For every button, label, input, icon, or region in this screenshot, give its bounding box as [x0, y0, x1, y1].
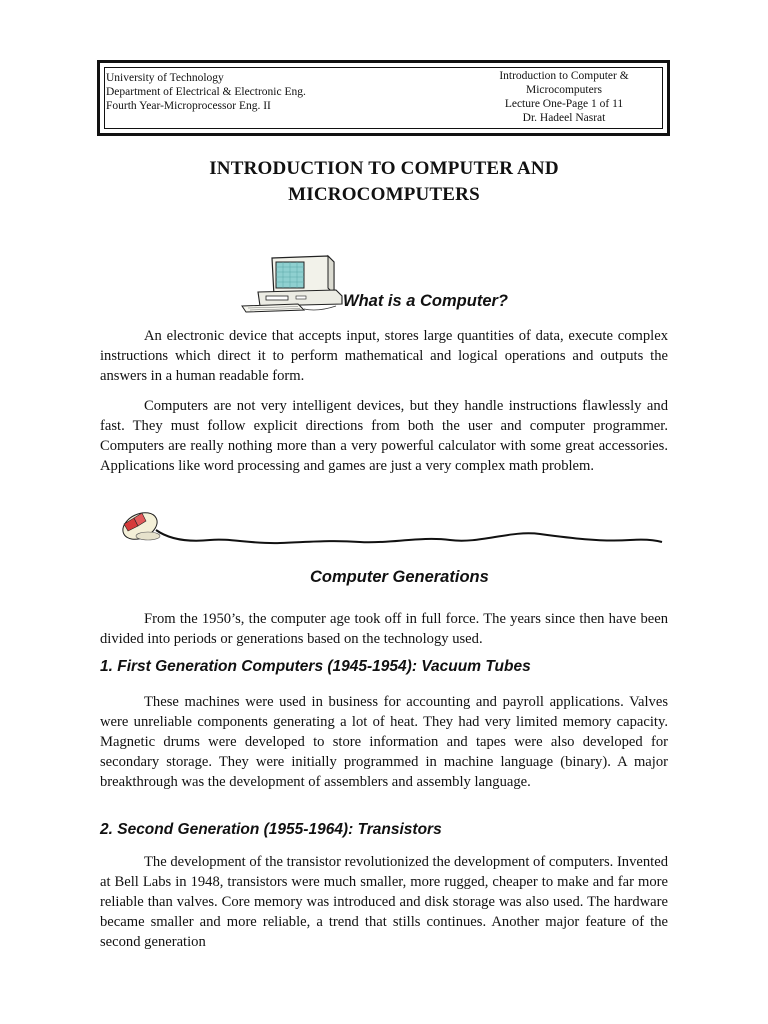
paragraph-second-generation: The development of the transistor revolutionized the development of computers. Invented at Bell Labs in 1948, transistors were much smaller, more rugged, cheaper to make and far more reliable than valves. Core memory was introduced and disk storage was also used. The hardware became smaller and more reliable, a trend that stills continues. Another major feature of the second generation — [100, 854, 668, 950]
header-lecturer: Dr. Hadeel Nasrat — [522, 112, 606, 124]
header-course: Fourth Year-Microprocessor Eng. II — [106, 100, 271, 112]
header-topic-line-2: Microcomputers — [525, 84, 602, 96]
document-title-line-2: MICROCOMPUTERS — [288, 184, 480, 205]
paragraph-computer-definition: An electronic device that accepts input, stores large quantities of data, execute complex instructions which direct it to perform mathematical and logical operations and outputs the answers in a human readable form. — [100, 328, 668, 384]
paragraph-computer-description: Computers are not very intelligent devices, but they handle instructions flawlessly and fast. They must follow explicit directions from both the user and computer programmer. Computers are really nothing more than a very powerful calculator with some great accessories. Applications like word processing and games are just a very complex math problem. — [100, 398, 668, 474]
header-university: University of Technology — [106, 72, 224, 84]
heading-computer-generations: Computer Generations — [310, 568, 489, 586]
paragraph-generations-intro: From the 1950’s, the computer age took off in full force. The years since then have been divided into periods or generations based on the technology used. — [100, 611, 668, 647]
header-topic-line-1: Introduction to Computer & — [499, 70, 629, 82]
heading-second-generation: 2. Second Generation (1955-1964): Transistors — [100, 821, 442, 838]
mouse-divider-icon — [100, 500, 670, 560]
heading-first-generation: 1. First Generation Computers (1945-1954): Vacuum Tubes — [100, 658, 531, 675]
paragraph-first-generation: These machines were used in business for accounting and payroll applications. Valves were unreliable components generating a lot of heat. They had very limited memory capacity. Magnetic drums were developed to store information and tapes were also developed for secondary storage. They were initially programmed in machine language (binary). A major breakthrough was the development of assemblers and assembly language. — [100, 694, 668, 790]
computer-clipart-icon — [238, 254, 344, 314]
header-right-block — [489, 69, 639, 125]
header-left-block — [106, 71, 306, 113]
document-title — [100, 156, 668, 208]
document-header — [97, 60, 670, 136]
header-department: Department of Electrical & Electronic Eng. — [106, 86, 306, 98]
document-title-line-1: INTRODUCTION TO COMPUTER AND — [209, 158, 559, 179]
heading-what-is-computer: What is a Computer? — [343, 292, 509, 310]
header-lecture-page: Lecture One-Page 1 of 11 — [504, 98, 624, 110]
